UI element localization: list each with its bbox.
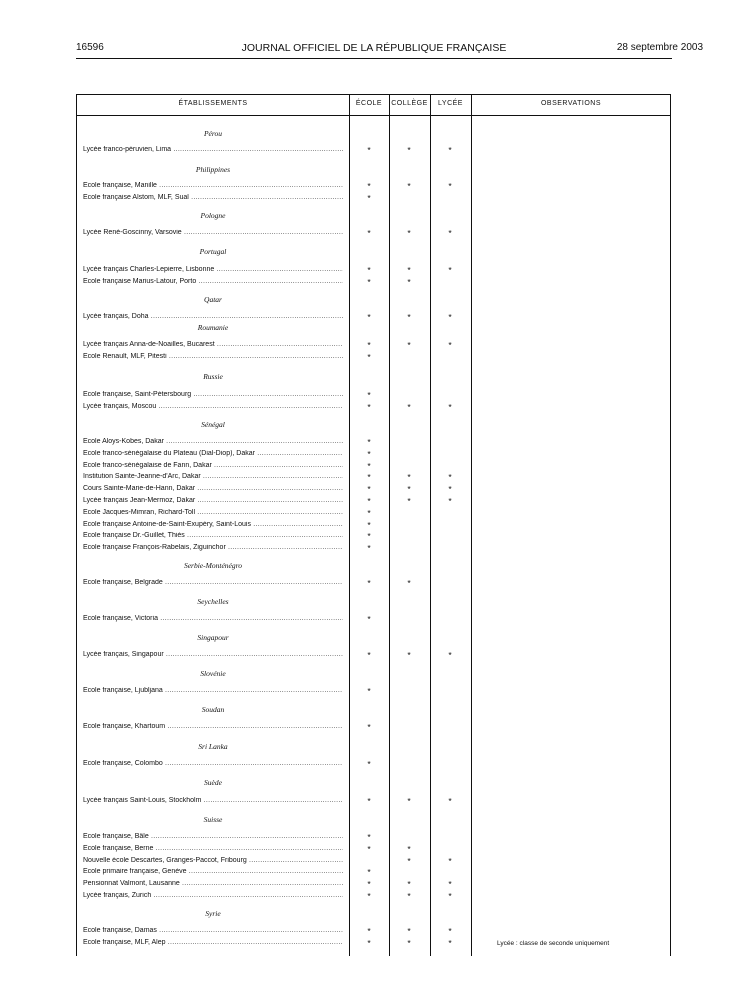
- table-row: [77, 833, 677, 843]
- school-name: Cours Sainte-Marie-de-Hann, Dakar .....: [83, 485, 343, 492]
- country-heading: Singapour: [197, 633, 229, 642]
- mark-college: *: [407, 228, 411, 238]
- school-name: Ecole française, Damas .....: [83, 927, 343, 934]
- table-row: [77, 760, 677, 770]
- table-row: [77, 462, 677, 472]
- school-name: Lycée français, Zurich .....: [83, 892, 343, 899]
- mark-ecole: *: [367, 472, 371, 483]
- country-heading: Qatar: [204, 295, 222, 304]
- table-row: [77, 313, 677, 323]
- school-name: Ecole française, Colombo .....: [83, 760, 343, 767]
- country-heading: Suède: [204, 778, 222, 787]
- school-name: Ecole française, Victoria .....: [83, 615, 343, 622]
- mark-ecole: *: [367, 145, 371, 155]
- mark-ecole: *: [367, 401, 371, 412]
- table-row: [77, 687, 677, 697]
- mark-college: *: [407, 340, 411, 350]
- country-heading: Russie: [203, 372, 223, 381]
- mark-ecole: *: [367, 879, 371, 890]
- table-header-row: [77, 95, 670, 116]
- table-row: [77, 194, 677, 204]
- school-name: Pensionnat Valmont, Lausanne .....: [83, 880, 343, 887]
- country-heading: Sri Lanka: [198, 742, 228, 751]
- column-header-lycee: LYCÉE: [438, 100, 463, 107]
- page-number: 16596: [76, 42, 104, 53]
- country-heading: Sénégal: [201, 420, 225, 429]
- table-row: [77, 797, 677, 807]
- mark-college: *: [407, 937, 411, 948]
- school-name: Ecole primaire française, Genève .....: [83, 868, 343, 875]
- table-row: [77, 723, 677, 733]
- mark-lycee: *: [448, 796, 452, 806]
- table-row: [77, 880, 677, 890]
- school-name: Ecole Renault, MLF, Pitesti .....: [83, 353, 343, 360]
- journal-title: JOURNAL OFFICIEL DE LA RÉPUBLIQUE FRANÇAISE: [241, 42, 507, 54]
- mark-college: *: [407, 650, 411, 660]
- country-heading: Serbie-Monténégro: [183, 561, 243, 570]
- table-row: [77, 485, 677, 495]
- mark-ecole: *: [367, 867, 371, 878]
- school-name: Lycée français Jean-Mermoz, Dakar .....: [83, 497, 343, 504]
- mark-lycee: *: [448, 926, 452, 936]
- mark-lycee: *: [448, 312, 452, 322]
- school-name: Lycée français, Doha .....: [83, 313, 343, 320]
- table-row: [77, 509, 677, 519]
- mark-ecole: *: [367, 832, 371, 842]
- table-row: [77, 473, 677, 483]
- mark-ecole: *: [367, 722, 371, 732]
- publication-date: 28 septembre 2003: [616, 42, 703, 53]
- mark-ecole: *: [367, 519, 371, 530]
- mark-ecole: *: [367, 650, 371, 660]
- school-name: Lycée René-Goscinny, Varsovie .....: [83, 229, 343, 236]
- school-name: Ecole française, Ljubljana .....: [83, 687, 343, 694]
- mark-ecole: *: [367, 937, 371, 948]
- country-heading: Suisse: [203, 815, 223, 824]
- table-row: [77, 939, 677, 949]
- school-name: Ecole française Dr.-Guillet, Thiès .....: [83, 532, 343, 539]
- table-row: [77, 278, 677, 288]
- mark-lycee: *: [448, 496, 452, 506]
- mark-college: *: [407, 578, 411, 588]
- schools-table: [76, 94, 671, 956]
- country-heading: Roumanie: [197, 323, 229, 332]
- school-name: Lycée français, Singapour .....: [83, 651, 343, 658]
- school-name: Ecole française, Saint-Pétersbourg .....: [83, 391, 343, 398]
- mark-lycee: *: [448, 484, 452, 495]
- mark-ecole: *: [367, 448, 371, 459]
- column-header-observations: OBSERVATIONS: [540, 100, 602, 107]
- school-name: Ecole française, Berne .....: [83, 845, 343, 852]
- table-row: [77, 532, 677, 542]
- table-row: [77, 845, 677, 855]
- table-row: [77, 651, 677, 661]
- mark-ecole: *: [367, 265, 371, 275]
- mark-lycee: *: [448, 650, 452, 660]
- table-row: [77, 615, 677, 625]
- mark-lycee: *: [448, 891, 452, 901]
- mark-ecole: *: [367, 340, 371, 350]
- school-name: Lycée français Charles-Lepierre, Lisbonne .....: [83, 266, 343, 273]
- mark-college: *: [407, 843, 411, 854]
- country-heading: Syrie: [205, 909, 221, 918]
- mark-college: *: [407, 265, 411, 275]
- table-row: [77, 182, 677, 192]
- table-row: [77, 579, 677, 589]
- mark-college: *: [407, 472, 411, 483]
- country-heading: Pérou: [203, 129, 223, 138]
- mark-ecole: *: [367, 228, 371, 238]
- school-name: Ecole française, Belgrade .....: [83, 579, 343, 586]
- mark-ecole: *: [367, 543, 371, 554]
- mark-ecole: *: [367, 686, 371, 696]
- mark-lycee: *: [448, 340, 452, 350]
- table-row: [77, 353, 677, 363]
- mark-college: *: [407, 401, 411, 412]
- mark-ecole: *: [367, 578, 371, 588]
- mark-college: *: [407, 879, 411, 890]
- mark-college: *: [407, 855, 411, 866]
- country-heading: Soudan: [201, 705, 225, 714]
- mark-ecole: *: [367, 460, 371, 471]
- table-row: [77, 146, 677, 156]
- mark-lycee: *: [448, 855, 452, 866]
- table-row: [77, 521, 677, 531]
- school-name: Ecole française, Khartoum .....: [83, 723, 343, 730]
- country-heading: Portugal: [199, 247, 227, 256]
- table-row: [77, 857, 677, 867]
- school-name: Lycée français Anna-de-Noailles, Bucarest .....: [83, 341, 343, 348]
- school-name: Ecole française, Manille .....: [83, 182, 343, 189]
- mark-lycee: *: [448, 265, 452, 275]
- school-name: Lycée franco-péruvien, Lima .....: [83, 146, 343, 153]
- school-name: Institution Sainte-Jeanne-d'Arc, Dakar .....: [83, 473, 343, 480]
- mark-college: *: [407, 276, 411, 287]
- country-heading: Philippines: [195, 165, 231, 174]
- mark-ecole: *: [367, 276, 371, 287]
- mark-college: *: [407, 796, 411, 806]
- table-row: [77, 438, 677, 448]
- mark-lycee: *: [448, 181, 452, 191]
- school-name: Ecole française Antoine-de-Saint-Exupéry, Saint-Louis .....: [83, 521, 343, 528]
- school-name: Ecole française Alstom, MLF, Sual .....: [83, 194, 343, 201]
- mark-college: *: [407, 312, 411, 322]
- table-row: [77, 341, 677, 351]
- mark-ecole: *: [367, 192, 371, 203]
- school-name: Nouvelle école Descartes, Granges-Paccot, Fribourg .....: [83, 857, 343, 864]
- mark-ecole: *: [367, 496, 371, 506]
- table-row: [77, 927, 677, 937]
- school-name: Ecole française, MLF, Alep .....: [83, 939, 343, 946]
- header-rule: [76, 58, 672, 59]
- table-row: [77, 266, 677, 276]
- mark-college: *: [407, 496, 411, 506]
- mark-college: *: [407, 926, 411, 936]
- mark-ecole: *: [367, 181, 371, 191]
- table-row: [77, 403, 677, 413]
- mark-ecole: *: [367, 484, 371, 495]
- mark-lycee: *: [448, 145, 452, 155]
- mark-ecole: *: [367, 843, 371, 854]
- mark-ecole: *: [367, 351, 371, 362]
- mark-ecole: *: [367, 507, 371, 518]
- mark-college: *: [407, 891, 411, 901]
- school-name: Lycée français, Moscou .....: [83, 403, 343, 410]
- mark-ecole: *: [367, 390, 371, 400]
- school-name: Ecole française François-Rabelais, Ziguinchor .....: [83, 544, 343, 551]
- mark-ecole: *: [367, 312, 371, 322]
- mark-lycee: *: [448, 937, 452, 948]
- mark-lycee: *: [448, 228, 452, 238]
- table-row: [77, 497, 677, 507]
- mark-lycee: *: [448, 879, 452, 890]
- mark-ecole: *: [367, 614, 371, 624]
- mark-ecole: *: [367, 531, 371, 542]
- column-header-ecole: ÉCOLE: [355, 100, 383, 107]
- mark-college: *: [407, 181, 411, 191]
- mark-lycee: *: [448, 472, 452, 483]
- column-header-etablissements: ÉTABLISSEMENTS: [178, 100, 248, 107]
- school-name: Lycée français Saint-Louis, Stockholm .....: [83, 797, 343, 804]
- school-name: Ecole Aloys-Kobes, Dakar .....: [83, 438, 343, 445]
- mark-ecole: *: [367, 891, 371, 901]
- mark-ecole: *: [367, 437, 371, 447]
- school-name: Ecole Jacques-Mimran, Richard-Toll .....: [83, 509, 343, 516]
- table-row: [77, 868, 677, 878]
- school-name: Ecole française Marius-Latour, Porto .....: [83, 278, 343, 285]
- mark-lycee: *: [448, 401, 452, 412]
- country-heading: Pologne: [200, 211, 226, 220]
- column-header-college: COLLÈGE: [391, 100, 428, 107]
- mark-college: *: [407, 484, 411, 495]
- table-row: [77, 544, 677, 554]
- table-row: [77, 450, 677, 460]
- table-row: [77, 229, 677, 239]
- mark-college: *: [407, 145, 411, 155]
- table-row: [77, 892, 677, 902]
- school-name: Ecole française, Bâle .....: [83, 833, 343, 840]
- country-heading: Seychelles: [197, 597, 229, 606]
- school-name: Ecole franco-sénégalaise de Fann, Dakar .....: [83, 462, 343, 469]
- country-heading: Slovénie: [200, 669, 226, 678]
- mark-ecole: *: [367, 796, 371, 806]
- observation-note: Lycée : classe de seconde uniquement: [497, 939, 610, 947]
- table-row: [77, 391, 677, 401]
- mark-ecole: *: [367, 926, 371, 936]
- mark-ecole: *: [367, 759, 371, 769]
- page-header: [0, 42, 748, 56]
- school-name: Ecole franco-sénégalaise du Plateau (Dial-Diop), Dakar .....: [83, 450, 343, 457]
